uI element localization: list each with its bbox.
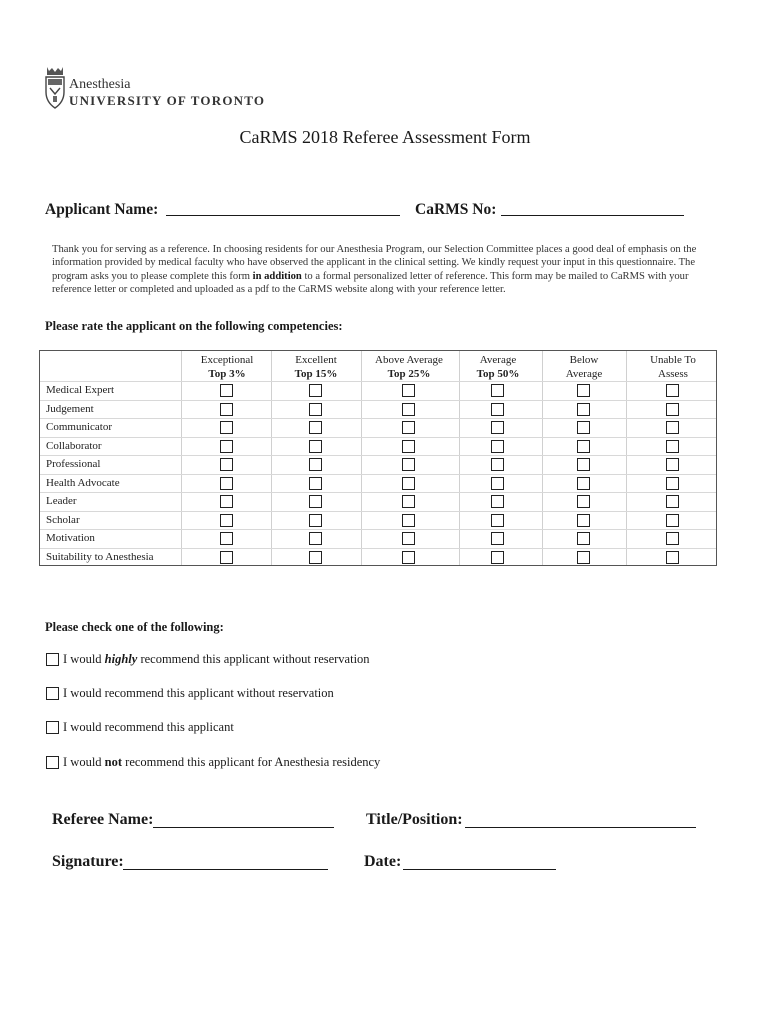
applicant-name-label: Applicant Name: xyxy=(45,201,159,218)
column-header xyxy=(628,353,718,381)
competency-label: Professional xyxy=(46,458,101,470)
option-text-rest: recommend this applicant without reservation xyxy=(137,652,370,666)
column-header-line2: Assess xyxy=(658,368,688,380)
column-header-line1: Unable To xyxy=(650,354,696,366)
rating-checkbox[interactable] xyxy=(666,384,679,397)
rating-checkbox[interactable] xyxy=(491,384,504,397)
column-header-line1: Above Average xyxy=(375,354,443,366)
rating-checkbox[interactable] xyxy=(491,440,504,453)
rating-checkbox[interactable] xyxy=(666,440,679,453)
column-header-line1: Below xyxy=(569,354,599,366)
university-logo xyxy=(44,66,264,114)
intro-text-bold: in addition xyxy=(252,270,302,282)
rating-checkbox[interactable] xyxy=(491,403,504,416)
column-divider xyxy=(181,351,182,565)
rating-checkbox[interactable] xyxy=(309,421,322,434)
rating-checkbox[interactable] xyxy=(220,440,233,453)
referee-name-field[interactable] xyxy=(153,813,334,828)
applicant-name-field[interactable] xyxy=(166,201,400,216)
rating-checkbox[interactable] xyxy=(309,495,322,508)
rating-checkbox[interactable] xyxy=(666,532,679,545)
competency-label: Judgement xyxy=(46,402,94,415)
option-text: I would xyxy=(63,652,105,666)
rating-checkbox[interactable] xyxy=(220,384,233,397)
rating-checkbox[interactable] xyxy=(577,495,590,508)
signature-label: Signature: xyxy=(52,853,124,870)
rating-checkbox[interactable] xyxy=(577,514,590,527)
title-position-field[interactable] xyxy=(465,813,696,828)
rating-checkbox[interactable] xyxy=(577,440,590,453)
rating-checkbox[interactable] xyxy=(491,495,504,508)
carms-no-field[interactable] xyxy=(501,201,684,216)
department-name: Anesthesia xyxy=(69,77,131,92)
rating-checkbox[interactable] xyxy=(220,458,233,471)
rating-checkbox[interactable] xyxy=(577,551,590,564)
rating-checkbox[interactable] xyxy=(491,551,504,564)
column-header-line1: Exceptional xyxy=(200,354,254,366)
rating-checkbox[interactable] xyxy=(220,532,233,545)
recommend-heading: Please check one of the following: xyxy=(45,620,224,634)
title-position-label: Title/Position: xyxy=(366,811,463,828)
rating-checkbox[interactable] xyxy=(220,477,233,490)
recommend-checkbox[interactable] xyxy=(46,721,59,734)
row-divider xyxy=(40,381,716,382)
rating-checkbox[interactable] xyxy=(402,532,415,545)
referee-name-label: Referee Name: xyxy=(52,811,154,828)
rating-checkbox[interactable] xyxy=(220,403,233,416)
rating-checkbox[interactable] xyxy=(666,421,679,434)
rating-checkbox[interactable] xyxy=(577,403,590,416)
rating-checkbox[interactable] xyxy=(309,384,322,397)
competency-label: Medical Expert xyxy=(46,384,115,396)
rating-checkbox[interactable] xyxy=(402,551,415,564)
rating-checkbox[interactable] xyxy=(402,477,415,490)
recommend-option-label xyxy=(63,720,234,734)
row-divider xyxy=(40,492,716,493)
university-name: UNIVERSITY OF TORONTO xyxy=(69,93,266,108)
rating-checkbox[interactable] xyxy=(309,440,322,453)
column-header-line2: Top 3% xyxy=(208,368,246,380)
signature-field[interactable] xyxy=(123,855,328,870)
competency-label: Health Advocate xyxy=(46,476,120,489)
column-header xyxy=(364,353,454,381)
recommend-option-label xyxy=(63,652,370,666)
rating-checkbox[interactable] xyxy=(666,458,679,471)
rating-checkbox[interactable] xyxy=(666,403,679,416)
competency-label: Scholar xyxy=(46,513,80,526)
rating-checkbox[interactable] xyxy=(309,458,322,471)
recommend-option-label xyxy=(63,686,334,700)
row-divider xyxy=(40,474,716,475)
rating-checkbox[interactable] xyxy=(220,551,233,564)
form-title: CaRMS 2018 Referee Assessment Form xyxy=(239,127,531,147)
competency-label: Leader xyxy=(46,495,77,507)
column-header-line2: Average xyxy=(565,368,603,380)
rating-checkbox[interactable] xyxy=(309,532,322,545)
competency-label: Communicator xyxy=(46,421,112,433)
rating-checkbox[interactable] xyxy=(577,384,590,397)
column-divider xyxy=(459,351,460,565)
row-divider xyxy=(40,400,716,401)
carms-no-label: CaRMS No: xyxy=(415,201,497,218)
rating-checkbox[interactable] xyxy=(577,477,590,490)
column-divider xyxy=(361,351,362,565)
rating-checkbox[interactable] xyxy=(402,440,415,453)
competency-label: Motivation xyxy=(46,532,95,544)
column-header-line2: Top 15% xyxy=(294,368,338,380)
rating-checkbox[interactable] xyxy=(402,514,415,527)
intro-text-part1: Thank you for serving as a reference. In choosing residents for our Anesthesia Program, our Selection Committee places a good deal of emphasis on the information provided by medical faculty who have observed the applicant in the clinical setting. We kindly request your input in this questionnaire. The program asks you to please complete this form xyxy=(52,244,697,282)
rating-checkbox[interactable] xyxy=(220,514,233,527)
intro-paragraph xyxy=(52,243,716,297)
recommend-checkbox[interactable] xyxy=(46,653,59,666)
rating-checkbox[interactable] xyxy=(491,477,504,490)
competency-table xyxy=(39,350,717,566)
row-divider xyxy=(40,511,716,512)
rating-checkbox[interactable] xyxy=(491,458,504,471)
option-text-rest: recommend this applicant for Anesthesia residency xyxy=(122,755,381,769)
row-divider xyxy=(40,418,716,419)
recommend-checkbox[interactable] xyxy=(46,687,59,700)
rating-checkbox[interactable] xyxy=(402,495,415,508)
rating-checkbox[interactable] xyxy=(491,421,504,434)
rating-checkbox[interactable] xyxy=(402,421,415,434)
column-header xyxy=(182,353,272,381)
option-emphasis: highly xyxy=(104,652,138,666)
rating-checkbox[interactable] xyxy=(666,514,679,527)
rating-checkbox[interactable] xyxy=(577,458,590,471)
crest-icon xyxy=(44,66,66,110)
rating-heading: Please rate the applicant on the following competencies: xyxy=(45,319,343,333)
column-header-line1: Excellent xyxy=(295,354,337,366)
rating-checkbox[interactable] xyxy=(577,421,590,434)
option-text: I would xyxy=(63,755,105,769)
recommend-option-label xyxy=(63,755,380,769)
rating-checkbox[interactable] xyxy=(491,514,504,527)
rating-checkbox[interactable] xyxy=(402,384,415,397)
rating-checkbox[interactable] xyxy=(309,477,322,490)
option-emphasis: not xyxy=(104,755,123,769)
rating-checkbox[interactable] xyxy=(666,477,679,490)
row-divider xyxy=(40,437,716,438)
column-header-line2: Top 25% xyxy=(387,368,431,380)
rating-checkbox[interactable] xyxy=(220,421,233,434)
recommend-checkbox[interactable] xyxy=(46,756,59,769)
option-text: I would recommend this applicant xyxy=(63,720,234,734)
column-header-line2: Top 50% xyxy=(476,368,520,380)
column-header xyxy=(539,353,629,381)
column-divider xyxy=(271,351,272,565)
row-divider xyxy=(40,529,716,530)
rating-checkbox[interactable] xyxy=(220,495,233,508)
column-divider xyxy=(542,351,543,565)
rating-checkbox[interactable] xyxy=(491,532,504,545)
rating-checkbox[interactable] xyxy=(309,551,322,564)
rating-checkbox[interactable] xyxy=(402,458,415,471)
rating-checkbox[interactable] xyxy=(666,495,679,508)
competency-label: Collaborator xyxy=(46,439,102,452)
column-header-line1: Average xyxy=(479,354,517,366)
column-divider xyxy=(626,351,627,565)
competency-label: Suitability to Anesthesia xyxy=(46,550,154,563)
option-text: I would recommend this applicant without reservation xyxy=(63,686,334,700)
intro-text-part2: to a formal personalized letter of reference. This form may be mailed to CaRMS with your reference letter or completed and uploaded as a pdf to the CaRMS website along with your reference letter. xyxy=(52,270,689,296)
rating-checkbox[interactable] xyxy=(309,403,322,416)
rating-checkbox[interactable] xyxy=(402,403,415,416)
date-field[interactable] xyxy=(403,855,556,870)
row-divider xyxy=(40,548,716,549)
rating-checkbox[interactable] xyxy=(666,551,679,564)
rating-checkbox[interactable] xyxy=(309,514,322,527)
date-label: Date: xyxy=(364,853,402,870)
rating-checkbox[interactable] xyxy=(577,532,590,545)
row-divider xyxy=(40,455,716,456)
column-header xyxy=(453,353,543,381)
column-header xyxy=(271,353,361,381)
